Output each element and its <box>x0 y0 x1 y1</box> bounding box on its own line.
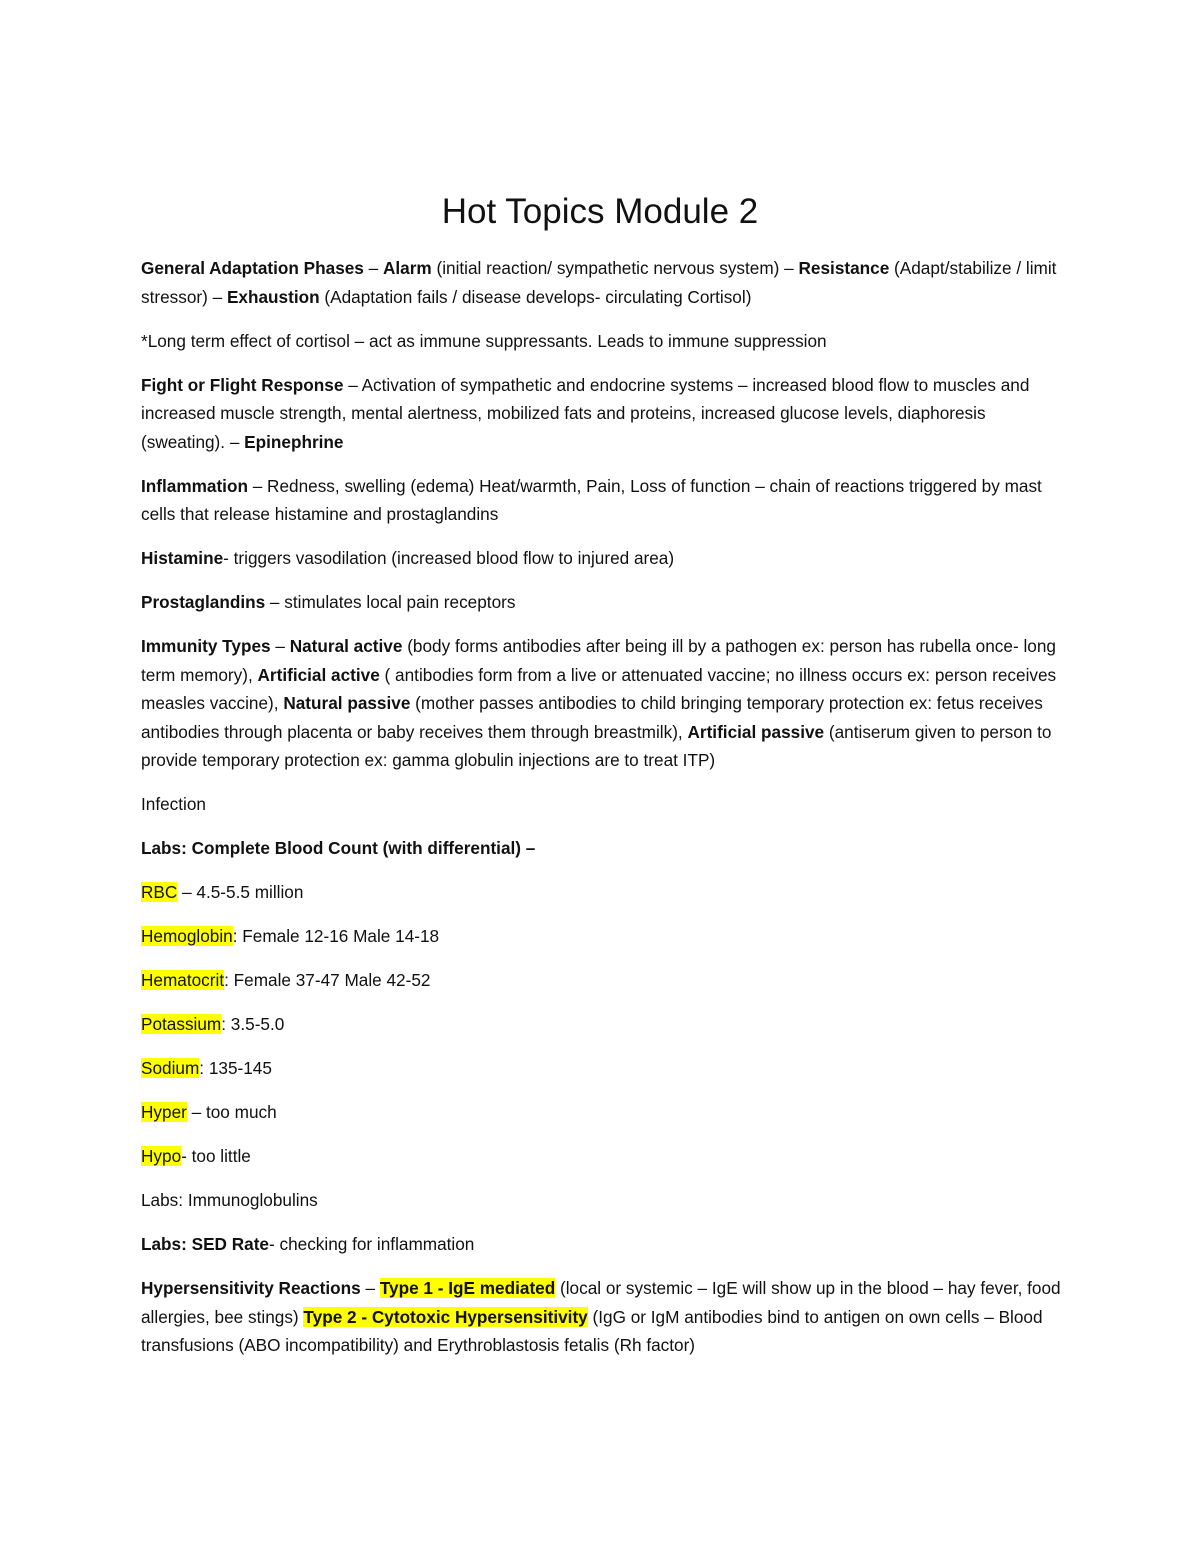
term-natural-active: Natural active <box>289 636 403 656</box>
highlight-type-1: Type 1 - IgE mediated <box>379 1278 556 1298</box>
term-epinephrine: Epinephrine <box>244 431 344 452</box>
text-run: - too little <box>181 1146 251 1166</box>
text-run: : 135-145 <box>199 1058 272 1078</box>
hypo-line <box>141 1142 1066 1171</box>
term-fight-or-flight: Fight or Flight Response <box>141 374 344 395</box>
text-run: (body forms antibodies after being ill by a pathogen ex: person has rubella once- long term memory), <box>141 636 1056 685</box>
rbc-line <box>141 878 1066 907</box>
cbc-heading <box>141 834 1066 863</box>
term-immunity-types: Immunity Types <box>141 636 271 656</box>
text-run: (local or systemic – IgE will show up in the blood – hay fever, food allergies, bee stings) <box>141 1278 1061 1327</box>
term-sed-rate: Labs: SED Rate <box>141 1234 269 1254</box>
hemoglobin-line <box>141 922 1066 951</box>
document-body <box>141 254 1066 1375</box>
text-run: (IgG or IgM antibodies bind to antigen on own cells – Blood transfusions (ABO incompatibility) and Erythroblastosis fetalis (Rh factor) <box>141 1306 1043 1355</box>
text-run: ( antibodies form from a live or attenuated vaccine; no illness occurs ex: person receives measles vaccine), <box>141 664 1057 713</box>
infection-heading <box>141 790 1066 819</box>
term-artificial-active: Artificial active <box>257 664 380 685</box>
text-run: – stimulates local pain receptors <box>265 592 516 612</box>
cortisol-paragraph <box>141 327 1066 356</box>
document-title: Hot Topics Module 2 <box>441 192 759 231</box>
text-run: (Adapt/stabilize / limit stressor) – <box>141 258 1057 307</box>
potassium-line <box>141 1010 1066 1039</box>
text-run: : Female 37-47 Male 42-52 <box>224 970 431 990</box>
highlight-hypo: Hypo <box>141 1146 182 1166</box>
text-run: – Redness, swelling (edema) Heat/warmth, Pain, Loss of function – chain of reactions triggered by mast cells that release histamine and prostaglandins <box>141 475 1042 524</box>
term-hypersensitivity: Hypersensitivity Reactions <box>141 1278 361 1298</box>
term-resistance: Resistance <box>798 258 890 278</box>
hypersensitivity-paragraph <box>141 1274 1066 1360</box>
inflammation-paragraph <box>141 472 1066 529</box>
highlight-type-2: Type 2 - Cytotoxic Hypersensitivity <box>303 1306 588 1327</box>
highlight-hyper: Hyper <box>141 1102 187 1122</box>
term-histamine: Histamine <box>141 548 224 568</box>
text-run: (Adaptation fails / disease develops- circulating Cortisol) <box>319 286 752 307</box>
term-exhaustion: Exhaustion <box>226 286 320 307</box>
text-run: (mother passes antibodies to child bringing temporary protection ex: fetus receives antibodies through placenta or baby receives them through breastmilk), <box>141 693 1043 742</box>
text-run: – <box>360 1278 380 1298</box>
highlight-rbc: RBC <box>141 882 178 902</box>
text-run: – 4.5-5.5 million <box>177 882 304 902</box>
term-artificial-passive: Artificial passive <box>687 721 825 742</box>
text-run: (initial reaction/ sympathetic nervous system) – <box>431 258 799 278</box>
text-run: *Long term effect of cortisol – act as immune suppressants. Leads to immune suppression <box>141 330 827 351</box>
text-run: : 3.5-5.0 <box>221 1014 285 1034</box>
hematocrit-line <box>141 966 1066 995</box>
text-run: Labs: Immunoglobulins <box>141 1190 318 1210</box>
text-run: (antiserum given to person to provide temporary protection ex: gamma globulin injections are to treat ITP) <box>141 721 1052 770</box>
text-run: Infection <box>141 794 206 814</box>
text-run: – Activation of sympathetic and endocrine systems – increased blood flow to muscles and increased muscle strength, mental alertness, mobilized fats and proteins, increased glucose levels, diaphoresis (sweating). – <box>141 374 1030 452</box>
sed-rate-line <box>141 1230 1066 1259</box>
term-natural-passive: Natural passive <box>283 693 411 713</box>
term-general-adaptation: General Adaptation Phases <box>141 258 364 278</box>
highlight-potassium: Potassium <box>141 1014 222 1034</box>
fight-or-flight-paragraph <box>141 371 1066 457</box>
text-run: – <box>363 258 383 278</box>
highlight-sodium: Sodium <box>141 1058 200 1078</box>
highlight-hemoglobin: Hemoglobin <box>141 926 233 946</box>
immunoglobulins-line <box>141 1186 1066 1215</box>
text-run: - checking for inflammation <box>268 1234 475 1254</box>
text-run: : Female 12-16 Male 14-18 <box>232 926 440 946</box>
term-inflammation: Inflammation <box>141 475 248 496</box>
highlight-hematocrit: Hematocrit <box>141 970 225 990</box>
prostaglandins-paragraph <box>141 588 1066 617</box>
term-alarm: Alarm <box>382 258 432 278</box>
sodium-line <box>141 1054 1066 1083</box>
histamine-paragraph <box>141 544 1066 573</box>
text-run: - triggers vasodilation (increased blood flow to injured area) <box>223 548 675 568</box>
term-cbc: Labs: Complete Blood Count (with differential) – <box>141 838 536 858</box>
text-run: – too much <box>186 1102 277 1122</box>
text-run: – <box>270 636 290 656</box>
term-prostaglandins: Prostaglandins <box>141 592 266 612</box>
general-adaptation-paragraph <box>141 254 1066 311</box>
immunity-types-paragraph <box>141 632 1066 775</box>
hyper-line <box>141 1098 1066 1127</box>
